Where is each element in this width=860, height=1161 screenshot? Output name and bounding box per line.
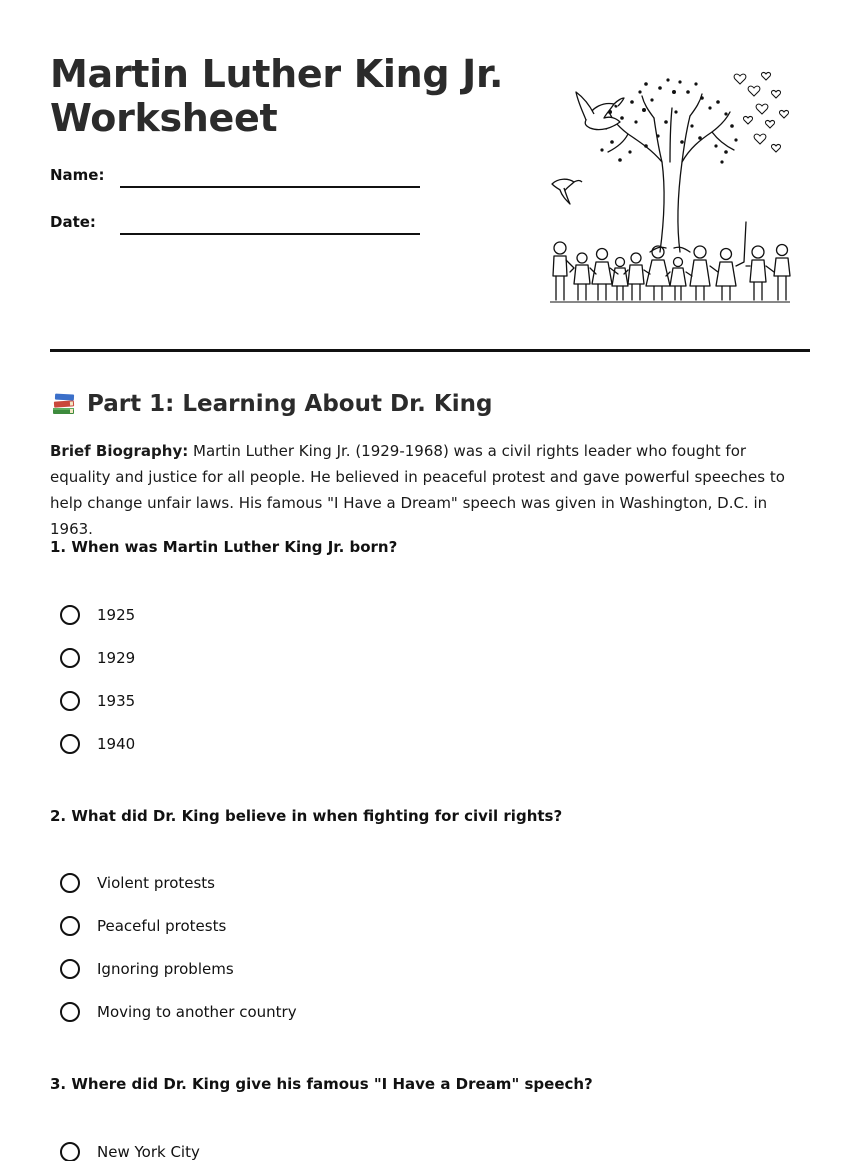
option-label: 1925 [97,606,136,624]
date-field[interactable] [120,233,420,235]
section-heading-text: Part 1: Learning About Dr. King [87,391,493,417]
radio-button[interactable] [60,1142,80,1161]
q2-option-3[interactable] [60,956,234,982]
question-2: 2. What did Dr. King believe in when fighting for civil rights? [50,807,563,825]
tree-doves-children-illustration [540,62,800,312]
q3-option-1[interactable] [60,1139,200,1161]
radio-button[interactable] [60,734,80,754]
radio-button[interactable] [60,691,80,711]
question-1: 1. When was Martin Luther King Jr. born? [50,538,398,556]
option-label: 1935 [97,692,136,710]
option-label: 1929 [97,649,136,667]
option-label: Ignoring problems [97,960,234,978]
radio-button[interactable] [60,873,80,893]
q1-option-4[interactable] [60,731,135,757]
option-label: Moving to another country [97,1003,297,1021]
option-label: Peaceful protests [97,917,227,935]
name-field[interactable] [120,186,420,188]
question-3: 3. Where did Dr. King give his famous "I Have a Dream" speech? [50,1075,593,1093]
option-label: Violent protests [97,874,215,892]
header-divider [50,349,810,352]
q1-option-2[interactable] [60,645,135,671]
biography [50,438,810,542]
option-label: New York City [97,1143,200,1161]
radio-button[interactable] [60,648,80,668]
page-title: Martin Luther King Jr. Worksheet [50,52,504,140]
radio-button[interactable] [60,605,80,625]
biography-text: Martin Luther King Jr. (1929-1968) was a civil rights leader who fought for equality and justice for all people. He believed in peaceful protest and gave powerful speeches to help change unfair laws. His famous "I Have a Dream" speech was given in Washington, D.C. in 1963. [50,442,785,538]
radio-button[interactable] [60,959,80,979]
radio-button[interactable] [60,916,80,936]
date-label: Date: [50,213,96,231]
biography-label: Brief Biography: [50,442,189,460]
name-label: Name: [50,166,105,184]
books-icon [50,390,78,418]
radio-button[interactable] [60,1002,80,1022]
q1-option-3[interactable] [60,688,135,714]
q1-option-1[interactable] [60,602,135,628]
section-heading [50,388,492,420]
q2-option-1[interactable] [60,870,215,896]
q2-option-4[interactable] [60,999,297,1025]
option-label: 1940 [97,735,136,753]
q2-option-2[interactable] [60,913,226,939]
